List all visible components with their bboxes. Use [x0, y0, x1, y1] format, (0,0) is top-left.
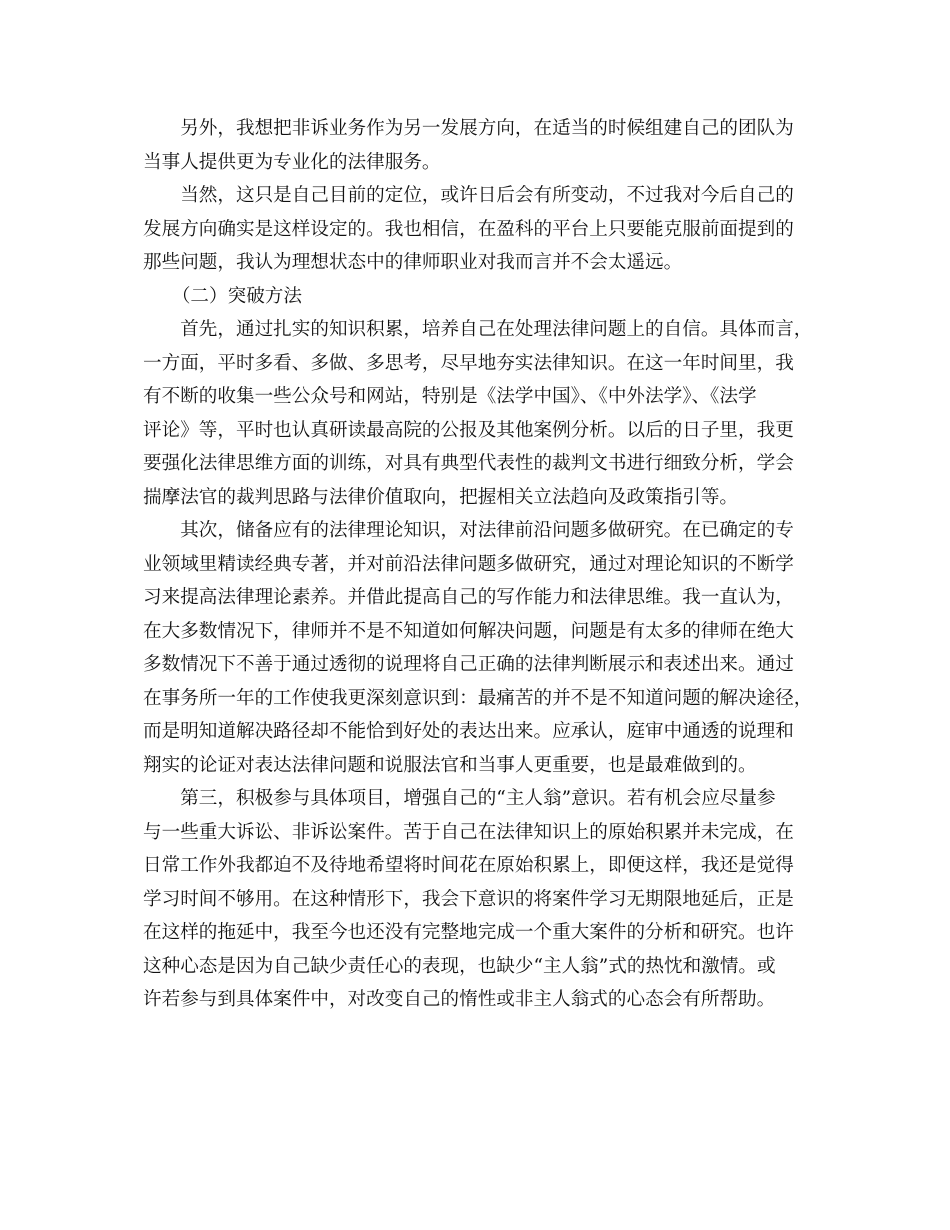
- section-heading-text: （二）突破方法: [171, 285, 302, 307]
- text-line: 首先，通过扎实的知识积累，培养自己在处理法律问题上的自信。具体而言，: [180, 319, 813, 340]
- paragraph-2: [143, 179, 809, 280]
- text-line: 业领域里精读经典专著，并对前沿法律问题多做研究，通过对理论知识的不断学: [143, 553, 794, 575]
- text-line: 学习时间不够用。在这种情形下，我会下意识的将案件学习无期限地延后，正是: [143, 888, 794, 910]
- paragraph-3: [143, 313, 813, 514]
- text-line: 其次，储备应有的法律理论知识，对法律前沿问题多做研究。在已确定的专: [180, 520, 794, 541]
- section-heading: [143, 280, 809, 314]
- text-line: 评论》等，平时也认真研读最高院的公报及其他案例分析。以后的日子里，我更: [143, 419, 794, 441]
- text-line: 在这样的拖延中，我至今也还没有完整地完成一个重大案件的分析和研究。也许: [143, 922, 794, 943]
- text-line: 那些问题，我认为理想状态中的律师职业对我而言并不会太遥远。: [143, 252, 683, 273]
- text-line: 当事人提供更为专业化的法律服务。: [143, 151, 441, 173]
- text-line: 另外，我想把非诉业务作为另一发展方向，在适当的时候组建自己的团队为: [180, 118, 794, 139]
- paragraph-5: [143, 782, 809, 1017]
- text-line: 当然，这只是自己目前的定位，或许日后会有所变动，不过我对今后自己的: [180, 185, 794, 206]
- text-line: 许若参与到具体案件中，对改变自己的惰性或非主人翁式的心态会有所帮助。: [143, 989, 776, 1010]
- paragraph-4: [143, 514, 813, 782]
- paragraph-1: [143, 112, 809, 179]
- text-line: 这种心态是因为自己缺少责任心的表现，也缺少“主人翁”式的热忱和激情。或: [143, 955, 776, 977]
- text-line: 日常工作外我都迫不及待地希望将时间花在原始积累上，即便这样，我还是觉得: [143, 855, 794, 876]
- text-line: 在大多数情况下，律师并不是不知道如何解决问题，问题是有太多的律师在绝大: [143, 620, 794, 642]
- text-line: 与一些重大诉讼、非诉讼案件。苦于自己在法律知识上的原始积累并未完成，在: [143, 821, 794, 843]
- text-line: 揣摩法官的裁判思路与法律价值取向，把握相关立法趋向及政策指引等。: [143, 486, 739, 508]
- text-line: 而是明知道解决路径却不能恰到好处的表达出来。应承认，庭审中通透的说理和: [143, 721, 794, 742]
- text-line: 习来提高法律理论素养。并借此提高自己的写作能力和法律思维。我一直认为，: [143, 587, 794, 608]
- text-line: 第三，积极参与具体项目，增强自己的“主人翁”意识。若有机会应尽量参: [180, 788, 776, 809]
- text-line: 要强化法律思维方面的训练，对具有典型代表性的裁判文书进行细致分析，学会: [143, 453, 794, 474]
- text-line: 发展方向确实是这样设定的。我也相信，在盈科的平台上只要能克服前面提到的: [143, 218, 794, 240]
- text-line: 一方面，平时多看、多做、多思考，尽早地夯实法律知识。在这一年时间里，我: [143, 352, 794, 374]
- document-body: [143, 112, 813, 1017]
- text-line: 多数情况下不善于通过透彻的说理将自己正确的法律判断展示和表述出来。通过: [143, 654, 794, 675]
- text-line: 翔实的论证对表达法律问题和说服法官和当事人更重要，也是最难做到的。: [143, 754, 757, 776]
- text-line: 在事务所一年的工作使我更深刻意识到：最痛苦的并不是不知道问题的解决途径，: [143, 687, 813, 709]
- text-line: 有不断的收集一些公众号和网站，特别是《法学中国》、《中外法学》、《法学: [143, 386, 757, 407]
